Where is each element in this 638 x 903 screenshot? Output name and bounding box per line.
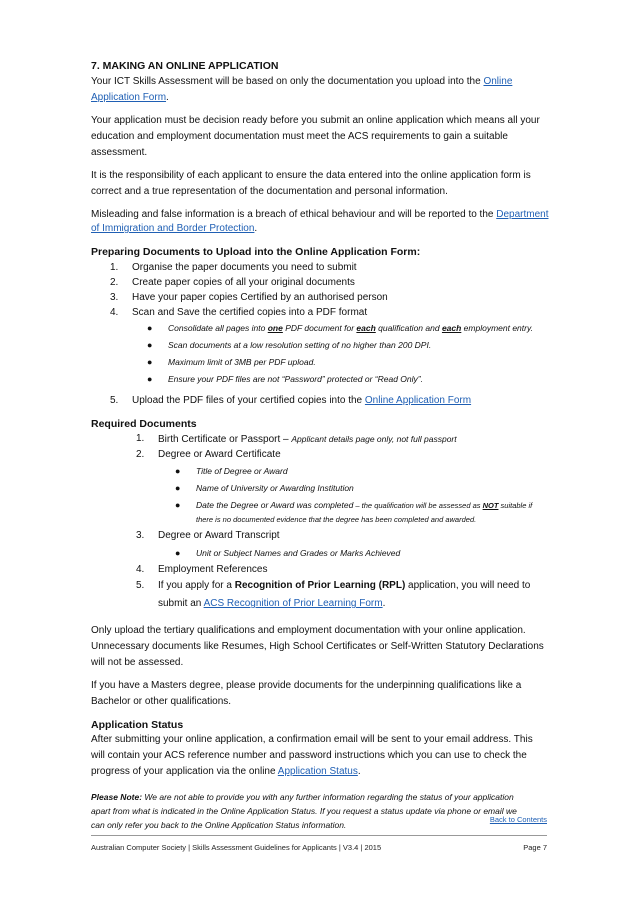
para2-line-3: assessment. — [91, 147, 148, 158]
sb1-a: Consolidate all pages into — [168, 323, 268, 333]
bullet-icon: ● — [175, 500, 181, 510]
req5-bold: Recognition of Prior Learning (RPL) — [234, 580, 406, 591]
bullet-icon: ● — [175, 466, 181, 476]
bullet-icon: ● — [147, 340, 153, 350]
intro-line-2 — [91, 90, 169, 106]
rpl-form-link[interactable]: ACS Recognition of Prior Learning Form — [203, 598, 383, 609]
para2-line-1: Your application must be decision ready before you submit an online application which means all your — [91, 115, 540, 126]
prep-step — [110, 275, 118, 291]
bullet-icon: ● — [147, 374, 153, 384]
immigration-link[interactable]: of Immigration and Border Protection — [91, 223, 255, 234]
sb1-c: PDF document for — [282, 323, 357, 333]
bullet-icon: ● — [147, 357, 153, 367]
req2b3-b: – the qualification will be assessed as — [353, 501, 483, 510]
req2b3-c: NOT — [482, 501, 499, 510]
step-num: 3. — [110, 292, 119, 303]
intro-period: . — [166, 92, 169, 103]
sub-bullet-1 — [168, 320, 533, 336]
sub-bullet-3: Maximum limit of 3MB per PDF upload. — [168, 357, 316, 367]
bullet-icon: ● — [175, 548, 181, 558]
bullet-icon: ● — [147, 323, 153, 333]
req5-pre: If you apply for a — [158, 580, 235, 591]
required-heading: Required Documents — [91, 418, 197, 430]
req5-post: application, you will need to — [405, 580, 531, 591]
application-status-link[interactable]: Application Status — [277, 766, 358, 777]
online-application-form-link[interactable]: Online — [483, 76, 513, 87]
para2-line-2: education and employment documentation must meet the ACS requirements to gain a suitable — [91, 131, 508, 142]
prep-step-text: Scan and Save the certified copies into a PDF format — [132, 307, 368, 318]
please-note-l1: We are not able to provide you with any further information regarding the status of your application — [142, 792, 514, 802]
masters-note-line-1: If you have a Masters degree, please provide documents for the underpinning qualifications like a — [91, 680, 522, 691]
sb1-e: qualification and — [375, 323, 442, 333]
sb1-g: employment entry. — [461, 323, 533, 333]
bullet-icon: ● — [175, 483, 181, 493]
req-num: 3. — [136, 530, 145, 541]
req3-bullet-1: Unit or Subject Names and Grades or Marks Achieved — [196, 548, 401, 558]
prep-step-text: Organise the paper documents you need to submit — [132, 262, 357, 273]
status-l3-post: . — [357, 766, 361, 777]
prep-step — [110, 290, 118, 306]
status-line-3 — [91, 764, 361, 780]
department-link[interactable]: Department — [496, 209, 549, 220]
req-num: 5. — [136, 580, 145, 591]
sub-bullet-4: Ensure your PDF files are not “Password” protected or “Read Only”. — [168, 374, 423, 384]
please-note-line-2: apart from what is indicated in the Online Application Status. If you request a status update via phone or email we — [91, 806, 517, 816]
req-item-1 — [158, 431, 457, 448]
step-num: 2. — [110, 277, 119, 288]
req1-note: Applicant details page only, not full passport — [291, 434, 457, 444]
step5-line — [132, 393, 471, 409]
para4-text: Misleading and false information is a breach of ethical behaviour and will be reported to the — [91, 209, 494, 220]
para4-period: . — [254, 223, 258, 234]
upload-note-line-1: Only upload the tertiary qualifications and employment documentation with your online application. — [91, 625, 526, 636]
para4-line-2 — [91, 221, 257, 237]
prep-step — [110, 260, 118, 276]
req2b3-d: suitable if — [498, 501, 533, 510]
step5-online-form-link[interactable]: Online Application Form — [364, 395, 472, 406]
sb1-b: one — [267, 323, 283, 333]
req2-bullet-3-cont: there is no documented evidence that the degree has been completed and awarded. — [196, 515, 477, 524]
req-item-4: Employment References — [158, 564, 268, 575]
application-form-link[interactable]: Application Form — [91, 92, 167, 103]
please-note-label: Please Note: — [91, 792, 143, 802]
please-note-line-3: can only refer you back to the Online Application Status information. — [91, 820, 347, 830]
step-num: 4. — [110, 307, 119, 318]
req-num: 1. — [136, 433, 145, 444]
req2b3-a: Date the Degree or Award was completed — [196, 500, 354, 510]
prep-step — [110, 305, 118, 321]
req-item-3: Degree or Award Transcript — [158, 530, 280, 541]
footer-page-number: Page 7 — [523, 843, 547, 852]
preparing-heading: Preparing Documents to Upload into the Online Application Form: — [91, 246, 421, 258]
sub-bullet-2: Scan documents at a low resolution setting of no higher than 200 DPI. — [168, 340, 432, 350]
intro-text: Your ICT Skills Assessment will be based on only the documentation you upload into the — [91, 76, 481, 87]
status-heading: Application Status — [91, 719, 184, 731]
req5-l2-pre: submit an — [158, 598, 202, 609]
req-num: 2. — [136, 449, 145, 460]
upload-note-line-2: Unnecessary documents like Resumes, High School Certificates or Self-Written Statutory Declarations — [91, 641, 544, 652]
step-num: 1. — [110, 262, 119, 273]
status-line-2: will contain your ACS reference number and password instructions which you can use to check the — [91, 750, 527, 761]
prep-step-text: Have your paper copies Certified by an authorised person — [132, 292, 388, 303]
back-to-contents-link[interactable]: Back to Contents — [489, 815, 547, 824]
req5-l2-post: . — [382, 598, 386, 609]
req-item-5-line-2 — [158, 596, 385, 612]
req2-bullet-1: Title of Degree or Award — [196, 466, 288, 476]
para3-line-2: correct and a true representation of the documentation and personal information. — [91, 186, 448, 197]
req-item-5 — [158, 578, 530, 594]
req1-text: Birth Certificate or Passport – — [158, 434, 292, 445]
upload-note-line-3: will not be assessed. — [91, 657, 184, 668]
para3-line-1: It is the responsibility of each applicant to ensure the data entered into the online application form is — [91, 170, 531, 181]
status-line-1: After submitting your online application, a confirmation email will be sent to your email address. This — [91, 734, 533, 745]
req2-bullet-2: Name of University or Awarding Institution — [196, 483, 354, 493]
sb1-f: each — [441, 323, 462, 333]
status-l3-pre: progress of your application via the online — [91, 766, 276, 777]
step5-text: Upload the PDF files of your certified copies into the — [132, 395, 363, 406]
req-num: 4. — [136, 564, 145, 575]
intro-line-1 — [91, 74, 512, 90]
footer-left: Australian Computer Society | Skills Assessment Guidelines for Applicants | V3.4 | 2015 — [91, 843, 382, 852]
footer-divider — [91, 835, 547, 836]
req-item-2: Degree or Award Certificate — [158, 449, 281, 460]
section-title: 7. MAKING AN ONLINE APPLICATION — [91, 60, 279, 72]
prep-step-text: Create paper copies of all your original documents — [132, 277, 355, 288]
sb1-d: each — [356, 323, 376, 333]
masters-note-line-2: Bachelor or other qualifications. — [91, 696, 232, 707]
step5-num: 5. — [110, 395, 119, 406]
